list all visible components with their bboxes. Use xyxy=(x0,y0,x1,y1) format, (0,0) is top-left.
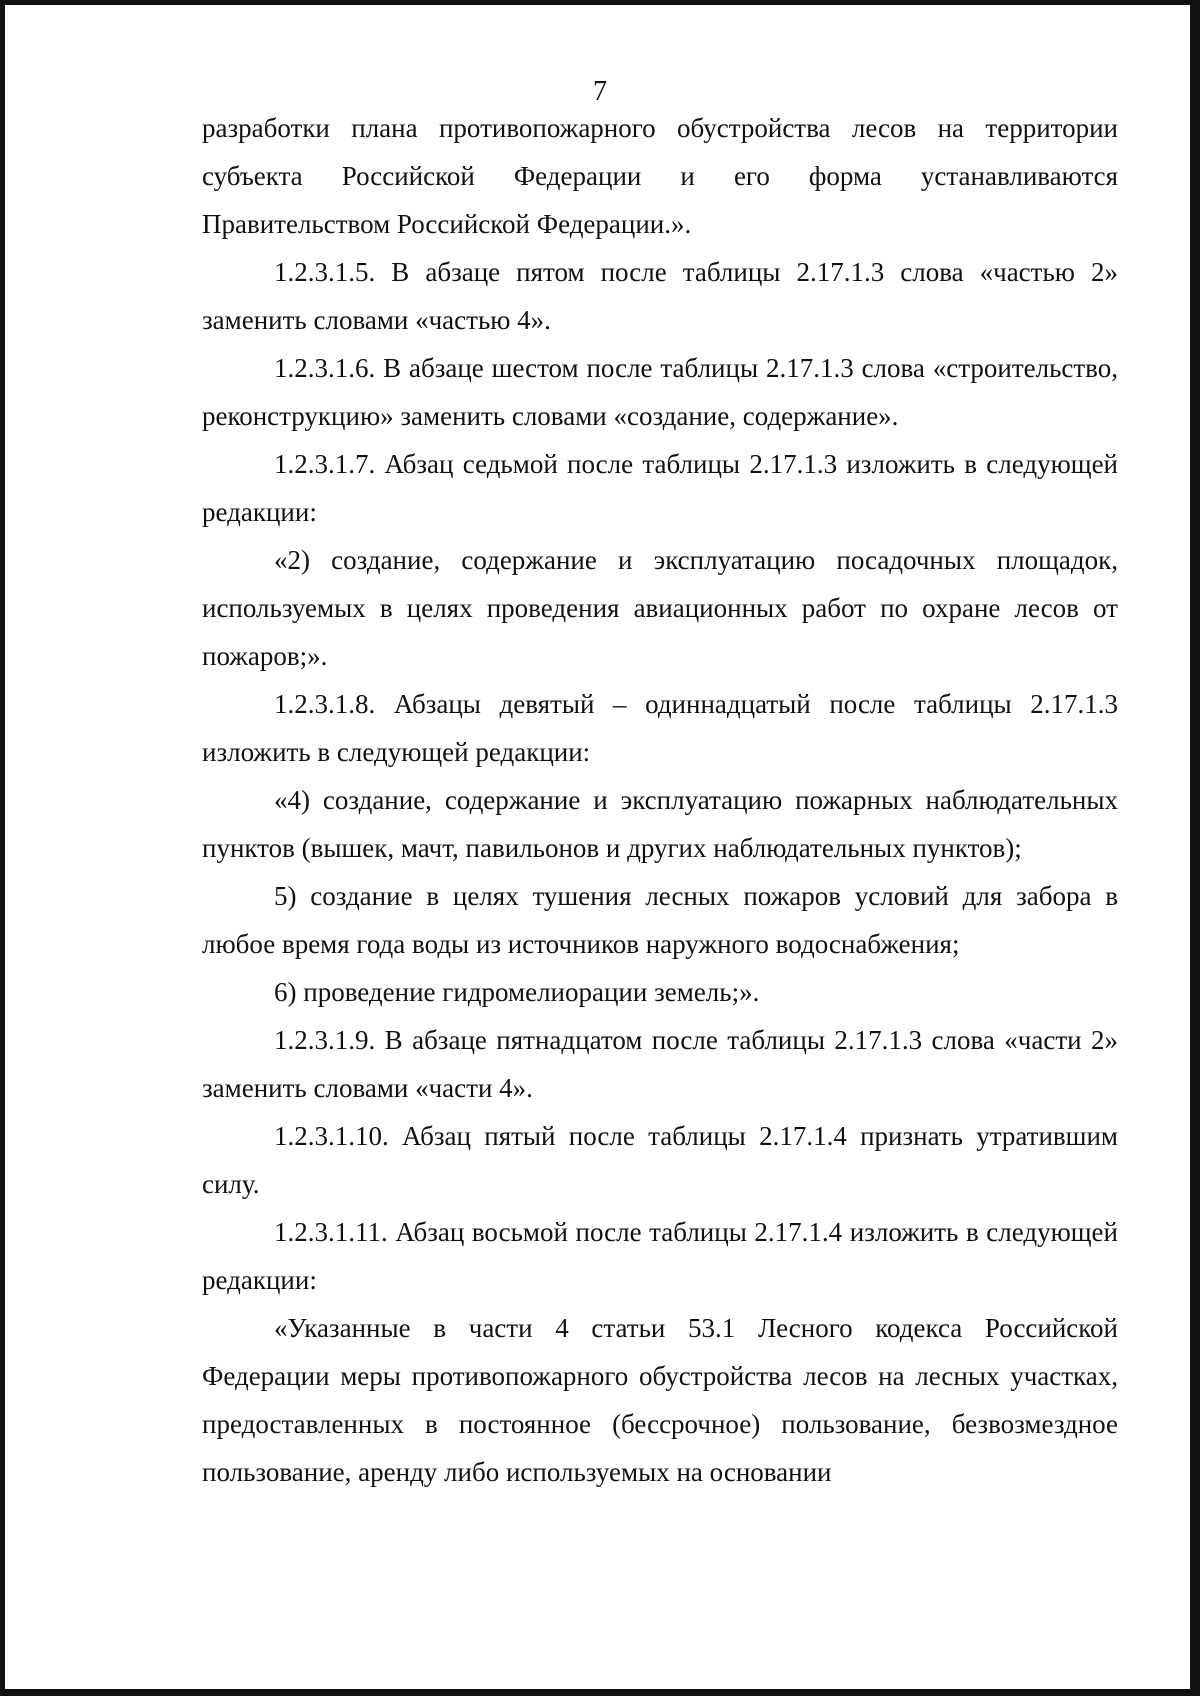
paragraph-1-2-3-1-7: 1.2.3.1.7. Абзац седьмой после таблицы 2.17.1.3 изложить в следующей редакции: xyxy=(202,449,1118,527)
quoted-item-4: «4) создание, содержание и эксплуатацию пожарных наблюдательных пунктов (вышек, мачт, павильонов и других наблюдательных пунктов); xyxy=(202,785,1118,863)
paragraph-1-2-3-1-10: 1.2.3.1.10. Абзац пятый после таблицы 2.17.1.4 признать утратившим силу. xyxy=(202,1121,1118,1199)
quoted-paragraph-measures: «Указанные в части 4 статьи 53.1 Лесного кодекса Российской Федерации меры противопожарного обустройства лесов на лесных участках, предоставленных в постоянное (бессрочное) пользование, безвозмездное пользование, аренду либо используемых на основании xyxy=(202,1313,1118,1487)
paragraph-1-2-3-1-9: 1.2.3.1.9. В абзаце пятнадцатом после таблицы 2.17.1.3 слова «части 2» заменить словами «части 4». xyxy=(202,1025,1118,1103)
quoted-item-6: 6) проведение гидромелиорации земель;». xyxy=(274,977,760,1007)
quoted-item-2: «2) создание, содержание и эксплуатацию посадочных площадок, используемых в целях проведения авиационных работ по охране лесов от пожаров;». xyxy=(202,545,1118,671)
document-body xyxy=(202,104,1118,1496)
quoted-item-5: 5) создание в целях тушения лесных пожаров условий для забора в любое время года воды из источников наружного водоснабжения; xyxy=(202,881,1118,959)
paragraph-1-2-3-1-5: 1.2.3.1.5. В абзаце пятом после таблицы 2.17.1.3 слова «частью 2» заменить словами «частью 4». xyxy=(202,257,1118,335)
paragraph-1-2-3-1-11: 1.2.3.1.11. Абзац восьмой после таблицы 2.17.1.4 изложить в следующей редакции: xyxy=(202,1217,1118,1295)
paragraph-1-2-3-1-8: 1.2.3.1.8. Абзацы девятый – одиннадцатый после таблицы 2.17.1.3 изложить в следующей редакции: xyxy=(202,689,1118,767)
page-number: 7 xyxy=(593,76,607,107)
paragraph-continuation: разработки плана противопожарного обустройства лесов на территории субъекта Российской Федерации и его форма устанавливаются Правительством Российской Федерации.». xyxy=(202,113,1118,239)
paragraph-1-2-3-1-6: 1.2.3.1.6. В абзаце шестом после таблицы 2.17.1.3 слова «строительство, реконструкцию» заменить словами «создание, содержание». xyxy=(202,353,1118,431)
